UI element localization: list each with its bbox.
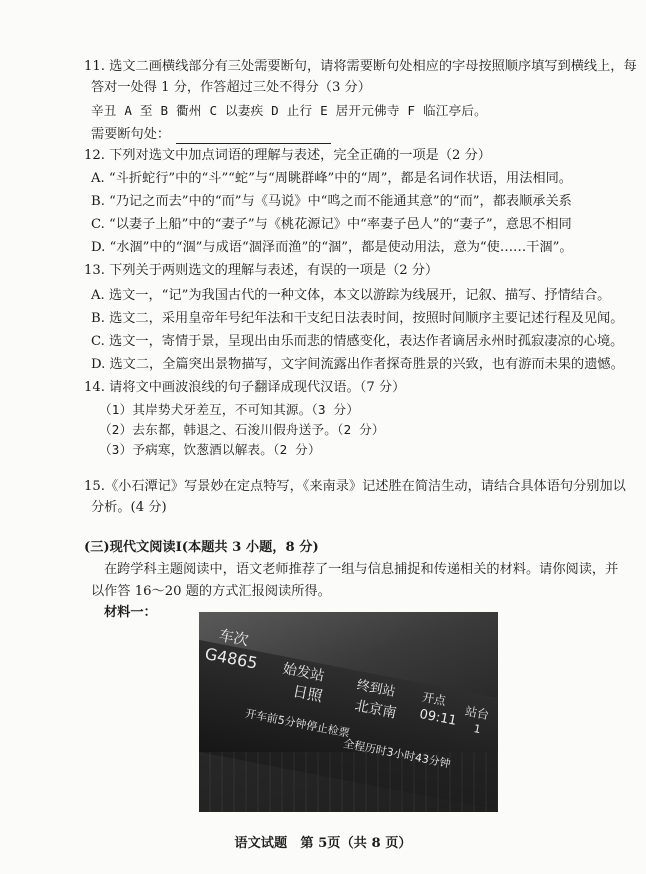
q13-option-c: C. 选文一，寄情于景，呈现出由乐而悲的情感变化，表达作者谪居永州时孤寂凄凉的心境。: [91, 334, 624, 349]
q11-answer-label: 需要断句处：: [91, 127, 171, 142]
photo-dest: 北京南: [353, 697, 398, 722]
material-1-label: 材料一：: [104, 605, 157, 620]
material-1-photo: [199, 612, 498, 812]
photo-grid-texture: [199, 752, 498, 812]
q13-option-b: B. 选文二，采用皇帝年号纪年法和干支纪日法表时间，按照时间顺序主要记述行程及见闻。: [91, 311, 624, 326]
q12-option-b: B. “乃记之而去”中的“而”与《马说》中“鸣之而不能通其意”的“而”，都表顺承关系: [91, 194, 572, 209]
q13-stem: 13. 下列关于两则选文的理解与表述，有误的一项是（2 分）: [84, 263, 439, 278]
photo-origin: 日照: [291, 681, 325, 706]
q14-stem: 14. 请将文中画波浪线的句子翻译成现代汉语。（7 分）: [84, 380, 406, 395]
q12-option-a: A. “斗折蛇行”中的“斗”“蛇”与“周眺群峰”中的“周”，都是名词作状语，用法相同。: [91, 171, 572, 186]
q11-answer-line: [91, 126, 331, 144]
photo-origin-label: 始发站: [281, 660, 326, 685]
q11-stem-line1: 11. 选文二画横线部分有三处需要断句，请将需要断句处相应的字母按照顺序填写到横线上，每: [84, 59, 637, 74]
section3-heading: (三)现代文阅读Ⅰ(本题共 3 小题，8 分): [84, 540, 319, 555]
page-footer: 语文试题 第 5页（共 8 页）: [234, 836, 412, 851]
photo-train-label: 车次: [217, 625, 251, 650]
photo-dest-label: 终到站: [355, 677, 397, 701]
section3-intro-line1: 在跨学科主题阅读中，语文老师推荐了一组与信息捕捉和传递相关的材料。请你阅读，并: [104, 562, 619, 577]
q14-item-3: （3）予病寒，饮葱酒以解表。（2 分）: [99, 442, 321, 457]
q14-item-2: （2）去东都，韩退之、石浚川假舟送予。（2 分）: [99, 422, 385, 437]
photo-train-no: G4865: [203, 644, 260, 673]
q12-stem: 12. 下列对选文中加点词语的理解与表述，完全正确的一项是（2 分）: [84, 148, 491, 163]
section3-intro-line2: 以作答 16～20 题的方式汇报阅读所得。: [91, 584, 331, 599]
q13-option-a: A. 选文一，“记”为我国古代的一种文体，本文以游踪为线展开，记叙、描写、抒情结合。: [91, 288, 611, 303]
photo-platform-label: 站台: [463, 703, 491, 723]
q15-stem-line2: 分析。(4 分): [91, 500, 167, 515]
photo-depart-label: 开点: [420, 689, 448, 709]
q12-option-c: C. “以妻子上船”中的“妻子”与《桃花源记》中“率妻子邑人”的“妻子”，意思不相同: [91, 217, 572, 232]
q13-option-d: D. 选文二，全篇突出景物描写，文字间流露出作者探奇胜景的兴致，也有游而未果的遗憾。: [91, 357, 624, 372]
q11-passage: 辛丑 A 至 B 衢州 C 以妻疾 D 止行 E 居开元佛寺 F 临江亭后。: [91, 103, 487, 118]
photo-platform: 1: [472, 722, 482, 737]
photo-notice: 开车前5分钟停止检票: [244, 706, 351, 740]
q11-answer-blank[interactable]: [176, 129, 331, 144]
q15-stem-line1: 15.《小石潭记》写景妙在定点特写，《来南录》记述胜在简洁生动，请结合具体语句分别加以: [84, 479, 626, 494]
q14-item-1: （1）其岸势犬牙差互，不可知其源。（3 分）: [99, 402, 360, 417]
photo-depart-time: 09:11: [418, 707, 458, 729]
q12-option-d: D. “水涸”中的“涸”与成语“涸泽而渔”的“涸”，都是使动用法，意为“使……干涸”。: [91, 240, 573, 255]
photo-duration: 全程历时3小时43分钟: [342, 736, 452, 771]
q11-stem-line2: 答对一处得 1 分，作答超过三处不得分（3 分）: [91, 80, 371, 95]
